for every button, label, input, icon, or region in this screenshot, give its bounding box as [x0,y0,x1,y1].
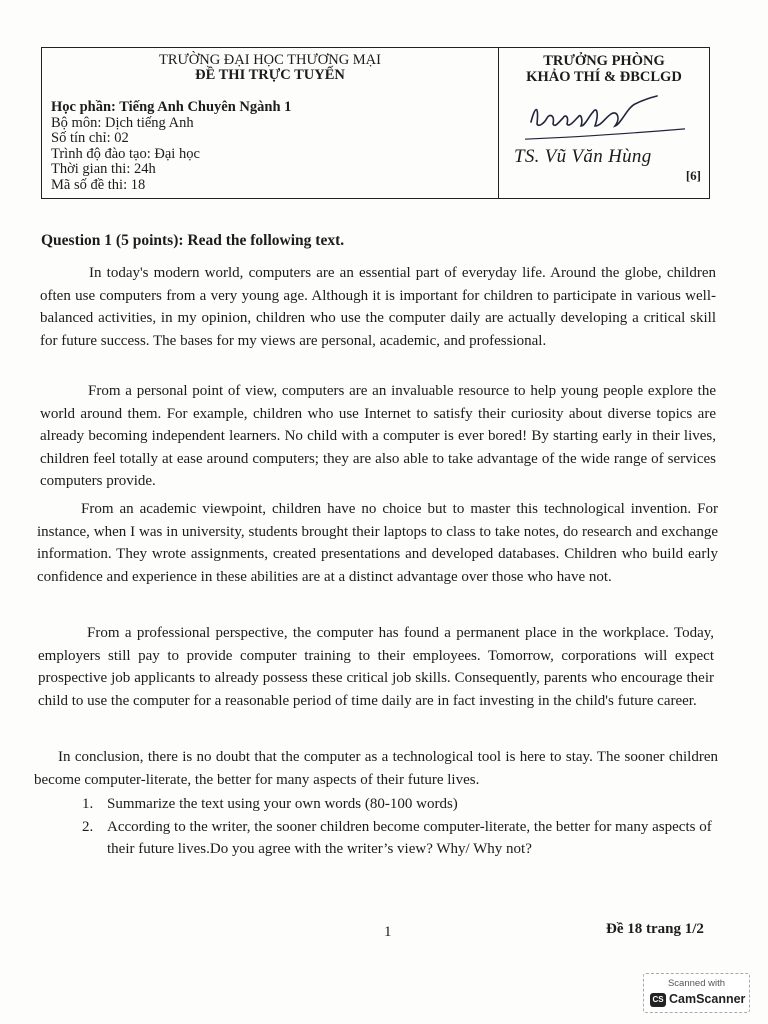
task-number: 1. [82,796,94,812]
department-line: Bộ môn: Dịch tiếng Anh [51,114,194,131]
paragraph-professional: From a professional perspective, the computer has found a permanent place in the workplace. Today, employers still pay to provide computer training to their employees. Tomorrow, corporations will expect prospective job applicants to already possess these critical job skills. Consequently, parents who encourage their child to use the computer for a reasonable period of time daily are in fact investing in the child's future career. [38,625,714,709]
task-number: 2. [82,818,94,835]
task-text: According to the writer, the sooner children become computer-literate, the better for many aspects of their future lives.Do you agree with the writer’s view? Why/ Why not? [107,818,712,858]
credits-line: Số tín chỉ: 02 [51,130,129,147]
task-list [82,793,732,861]
course-line: Học phần: Tiếng Anh Chuyên Ngành 1 [51,99,292,115]
paragraph-intro: In today's modern world, computers are an essential part of everyday life. Around the globe, children often use computers from a very young age. Although it is important for children to participate in various well-balanced activities, in my opinion, children who use the computer daily are actually developing a critical skill for future success. The bases for my views are personal, academic, and professional. [40,265,716,349]
office-title: TRƯỞNG PHÒNG KHẢO THÍ & ĐBCLGD [526,53,682,85]
handwritten-signature [525,92,685,152]
level-line: Trình độ đào tạo: Đại học [51,145,200,162]
scan-caption: Scanned with [667,978,726,989]
page-number: 1 [384,924,392,940]
question-title: Question 1 (5 points): Read the following text. [41,232,345,249]
exam-info-list [51,100,291,194]
camscanner-badge [643,973,750,1013]
exam-code-line: Mã số đề thi: 18 [51,176,146,193]
scan-brand: CamScanner [669,992,746,1006]
camscanner-logo-icon: CS [650,993,666,1007]
university-name: TRƯỜNG ĐẠI HỌC THƯƠNG MẠI [158,52,381,68]
exam-code-ref: [6] [685,168,701,183]
paragraph-academic: From an academic viewpoint, children have no choice but to master this technological invention. For instance, when I was in university, students brought their laptops to class to take notes, do research and exchange information. They wrote assignments, created presentations and developed databases. Children who build early confidence and experience in these abilities are at a distinct advantage over those who have not. [37,501,718,585]
task-item [82,793,732,816]
signer-name: TS. Vũ Văn Hùng [514,146,652,167]
paragraph-personal: From a personal point of view, computers are an invaluable resource to help young people explore the world around them. For example, children who use Internet to satisfy their curiosity about diverse topics are already becoming independent learners. No child with a computer is ever bored! By starting early in their lives, children feel totally at ease around computers; they are also able to take advantage of the wide range of services computers provide. [40,383,716,490]
approval-panel [499,48,709,198]
exam-type: ĐỀ THI TRỰC TUYẾN [195,67,345,83]
exam-header-box [41,47,710,199]
duration-line: Thời gian thi: 24h [51,161,156,178]
task-text: Summarize the text using your own words (80-100 words) [107,796,458,812]
task-item [82,816,732,861]
paragraph-conclusion: In conclusion, there is no doubt that the computer as a technological tool is here to stay. The sooner children become computer-literate, the better for many aspects of their future lives. [34,749,718,788]
page-reference: Đề 18 trang 1/2 [606,921,704,937]
exam-info-panel [42,48,499,198]
